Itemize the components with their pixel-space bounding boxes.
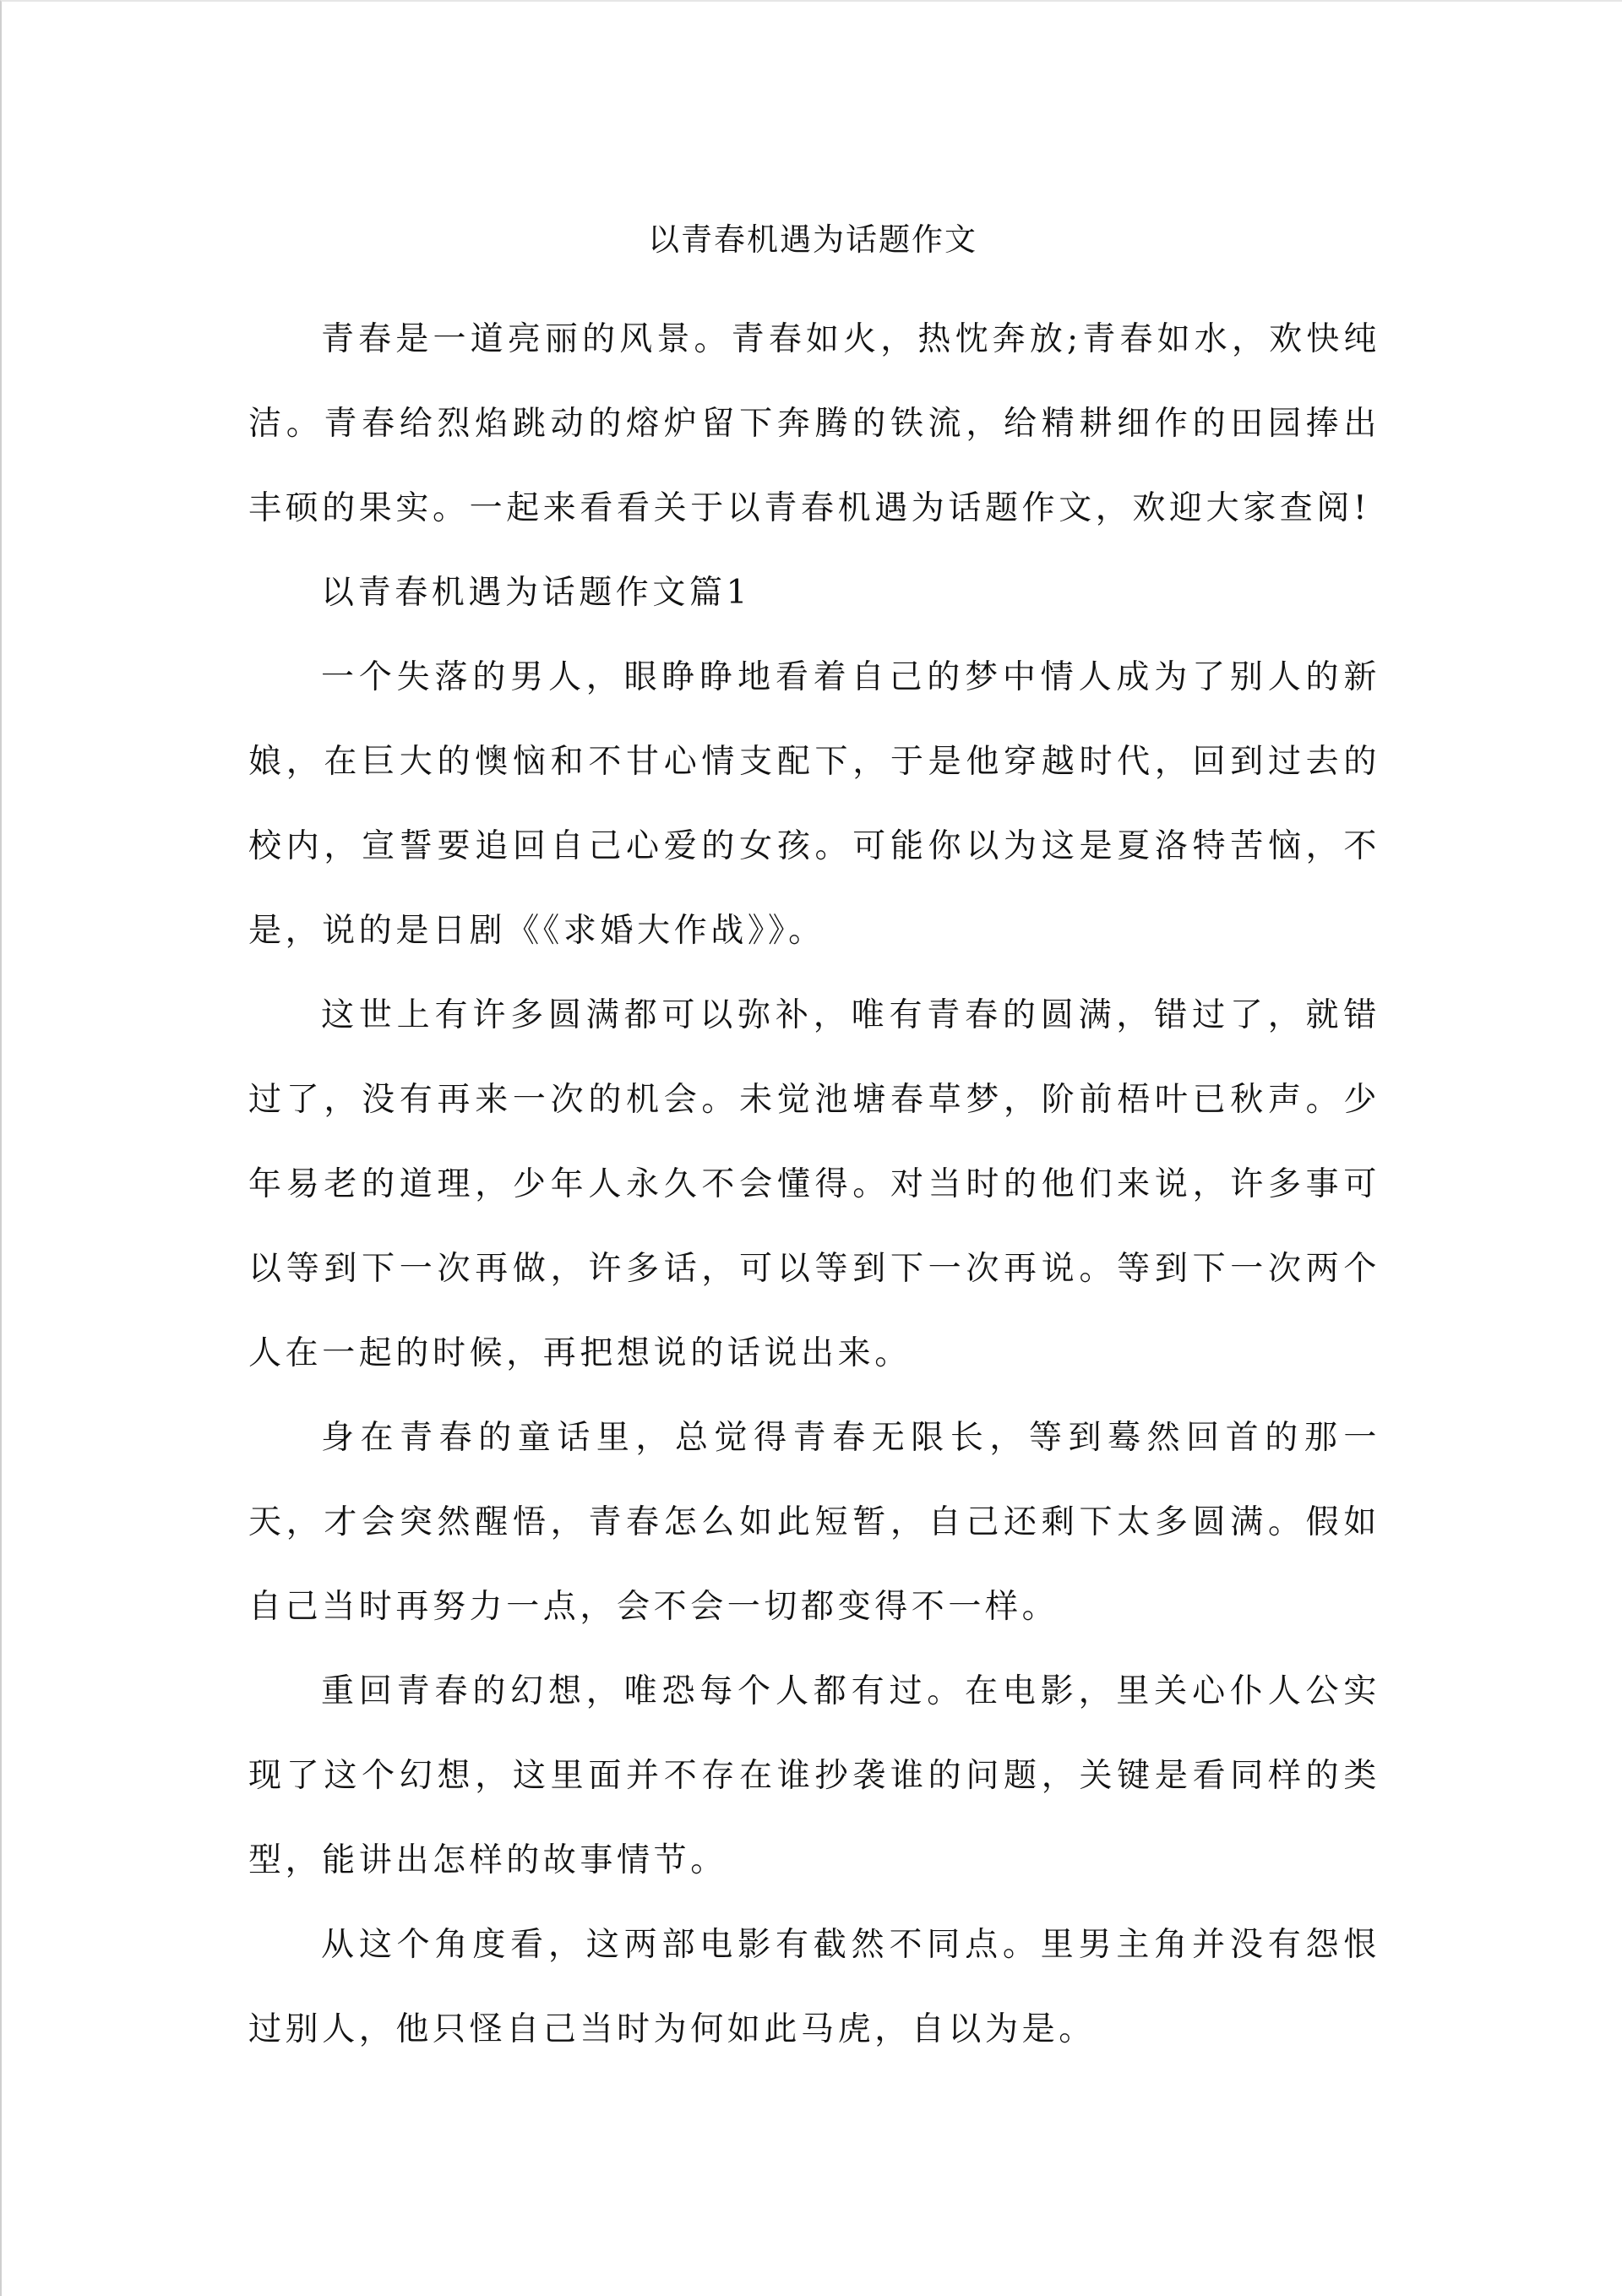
body-paragraph-1: 一个失落的男人，眼睁睁地看着自己的梦中情人成为了别人的新娘，在巨大的懊恼和不甘心情支配下，于是他穿越时代，回到过去的校内，宣誓要追回自己心爱的女孩。可能你以为这是夏洛特苦恼，不是，说的是日剧《《求婚大作战》》。	[248, 658, 1380, 950]
body-paragraph-5: 从这个角度看，这两部电影有截然不同点。里男主角并没有怨恨过别人，他只怪自己当时为何如此马虎，自以为是。	[248, 1926, 1380, 2048]
body-paragraph-4: 重回青春的幻想，唯恐每个人都有过。在电影，里关心仆人公实现了这个幻想，这里面并不存在谁抄袭谁的问题，关键是看同样的类型，能讲出怎样的故事情节。	[248, 1672, 1380, 1879]
body-paragraph-2: 这世上有许多圆满都可以弥补，唯有青春的圆满，错过了，就错过了，没有再来一次的机会。未觉池塘春草梦，阶前梧叶已秋声。少年易老的道理，少年人永久不会懂得。对当时的他们来说，许多事可以等到下一次再做，许多话，可以等到下一次再说。等到下一次两个人在一起的时候，再把想说的话说出来。	[248, 996, 1380, 1372]
page-title: 以青春机遇为话题作文	[648, 221, 977, 258]
body-paragraph-3: 身在青春的童话里，总觉得青春无限长，等到蓦然回首的那一天，才会突然醒悟，青春怎么如此短暂，自己还剩下太多圆满。假如自己当时再努力一点，会不会一切都变得不一样。	[248, 1419, 1380, 1626]
document-body	[248, 297, 1380, 2072]
intro-paragraph: 青春是一道亮丽的风景。青春如火，热忱奔放;青春如水，欢快纯洁。青春给烈焰跳动的熔炉留下奔腾的铁流，给精耕细作的田园捧出丰硕的果实。一起来看看关于以青春机遇为话题作文，欢迎大家查阅!	[248, 320, 1380, 527]
section-heading: 以青春机遇为话题作文篇1	[321, 574, 752, 612]
